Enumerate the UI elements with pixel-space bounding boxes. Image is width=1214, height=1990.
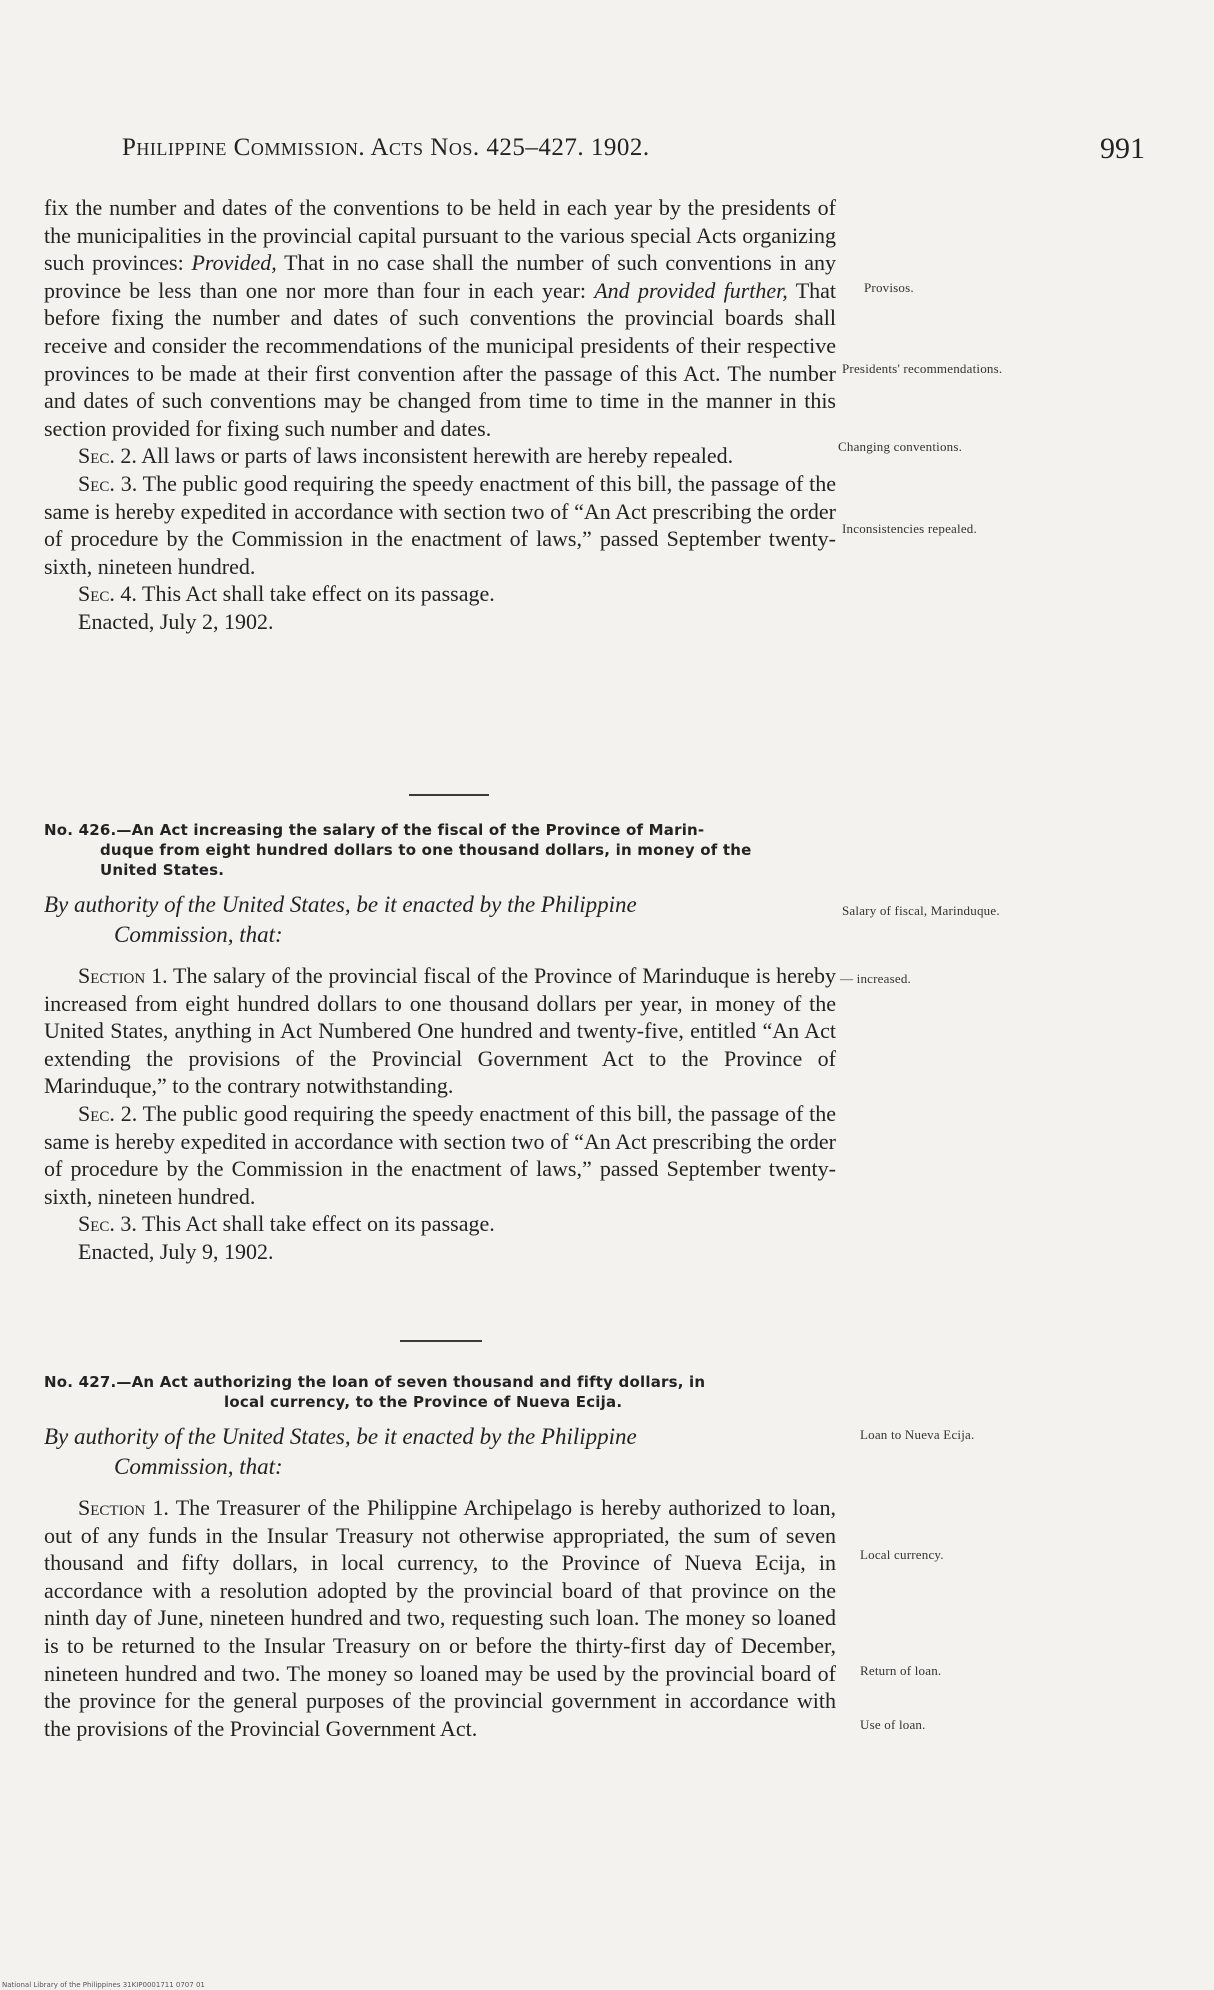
margin-note-use-of-loan: Use of loan.	[860, 1717, 926, 1732]
margin-note-salary-fiscal: Salary of fiscal, Marinduque.	[842, 903, 1000, 918]
act-427-enacting-clause: By authority of the United States, be it enacted by the Philippine Commission, that:	[44, 1424, 637, 1479]
act-427-title: No. 427.—An Act authorizing the loan of seven thousand and fifty dollars, in local currency, to the Province of Nueva Ecija.	[44, 1373, 706, 1411]
act-426-enacting-clause: By authority of the United States, be it enacted by the Philippine Commission, that:	[44, 892, 637, 947]
running-head	[122, 134, 762, 162]
act-426-section-2: Sec. 2. The public good requiring the speedy enactment of this bill, the passage of the same is hereby expedited in accordance with section two of “An Act prescribing the order of procedure by the Commission in the enactment of laws,” passed September twenty-sixth, nineteen hundred.	[44, 1100, 837, 1209]
margin-note-presidents-recommendations: Presidents' recommendations.	[842, 361, 1003, 376]
act-425-continuation	[44, 194, 836, 636]
page-number: 991	[1100, 132, 1145, 165]
act-425-section-4: Sec. 4. This Act shall take effect on its passage.	[78, 581, 495, 607]
act-425-section-3: Sec. 3. The public good requiring the speedy enactment of this bill, the passage of the same is hereby expedited in accordance with section two of “An Act prescribing the order of procedure by the Commission in the enactment of laws,” passed September twenty-sixth, nineteen hundred.	[44, 470, 837, 579]
act-425-enacted-date: Enacted, July 2, 1902.	[78, 608, 274, 634]
margin-note-local-currency: Local currency.	[860, 1547, 944, 1562]
act-426-title: No. 426.—An Act increasing the salary of the fiscal of the Province of Marin- duque from eight hundred dollars to one thousand dollars, in money of the United States.	[44, 821, 752, 879]
margin-note-inconsistencies-repealed: Inconsistencies repealed.	[842, 521, 977, 536]
act-426-section-1: Section 1. The salary of the provincial fiscal of the Province of Marinduque is hereby increased from eight hundred dollars to one thousand dollars per year, in money of the United States, anything in Act Numbered One hundred and twenty-five, entitled “An Act extending the provisions of the Provincial Government Act to the Province of Marinduque,” to the contrary notwithstanding.	[44, 963, 836, 1099]
running-head-text: Philippine Commission. Acts Nos. 425–427. 1902.	[122, 134, 650, 161]
act-427-section-1: Section 1. The Treasurer of the Philippine Archipelago is hereby authorized to loan, out of any funds in the Insular Treasury not otherwise appropriated, the sum of seven thousand and fifty dollars, in local currency, to the Province of Nueva Ecija, in accordance with a resolution adopted by the provincial board of that province on the ninth day of June, nineteen hundred and two, requesting such loan. The money so loaned is to be returned to the Insular Treasury on or before the thirty-first day of December, nineteen hundred and two. The money so loaned may be used by the provincial board of the province for the general purposes of the provincial government in accordance with the provisions of the Provincial Government Act.	[44, 1495, 836, 1741]
margin-note-increased: — increased.	[840, 971, 911, 986]
act-425-section-2: Sec. 2. All laws or parts of laws inconsistent herewith are hereby repealed.	[78, 443, 734, 469]
margin-note-changing-conventions: Changing conventions.	[838, 439, 963, 454]
margin-note-loan-nueva-ecija: Loan to Nueva Ecija.	[860, 1427, 975, 1442]
section-divider-rule	[400, 1340, 482, 1342]
act-427	[44, 1372, 836, 1742]
act-426	[44, 820, 836, 1266]
act-426-section-3: Sec. 3. This Act shall take effect on its passage.	[78, 1211, 495, 1237]
section-divider-rule	[409, 794, 489, 796]
act-425-provisos-paragraph: fix the number and dates of the conventions to be held in each year by the presidents of the municipalities in the provincial capital pursuant to the various special Acts organizing such provinces: Provided, That in no case shall the number of such conventions in any province be less than one nor more than four in each year: And provided further, That before fixing the number and dates of such conventions the provincial boards shall receive and consider the recommendations of the municipal presidents of their respective provinces to be made at their first convention after the passage of this Act. The number and dates of such conventions may be changed from time to time in the manner in this section provided for fixing such number and dates.	[44, 195, 837, 441]
act-426-enacted-date: Enacted, July 9, 1902.	[78, 1238, 274, 1264]
margin-note-return-of-loan: Return of loan.	[860, 1663, 942, 1678]
scan-footer: National Library of the Philippines 31KIP0001711 0707 01	[2, 1981, 205, 1989]
margin-note-provisos: Provisos.	[864, 280, 914, 295]
